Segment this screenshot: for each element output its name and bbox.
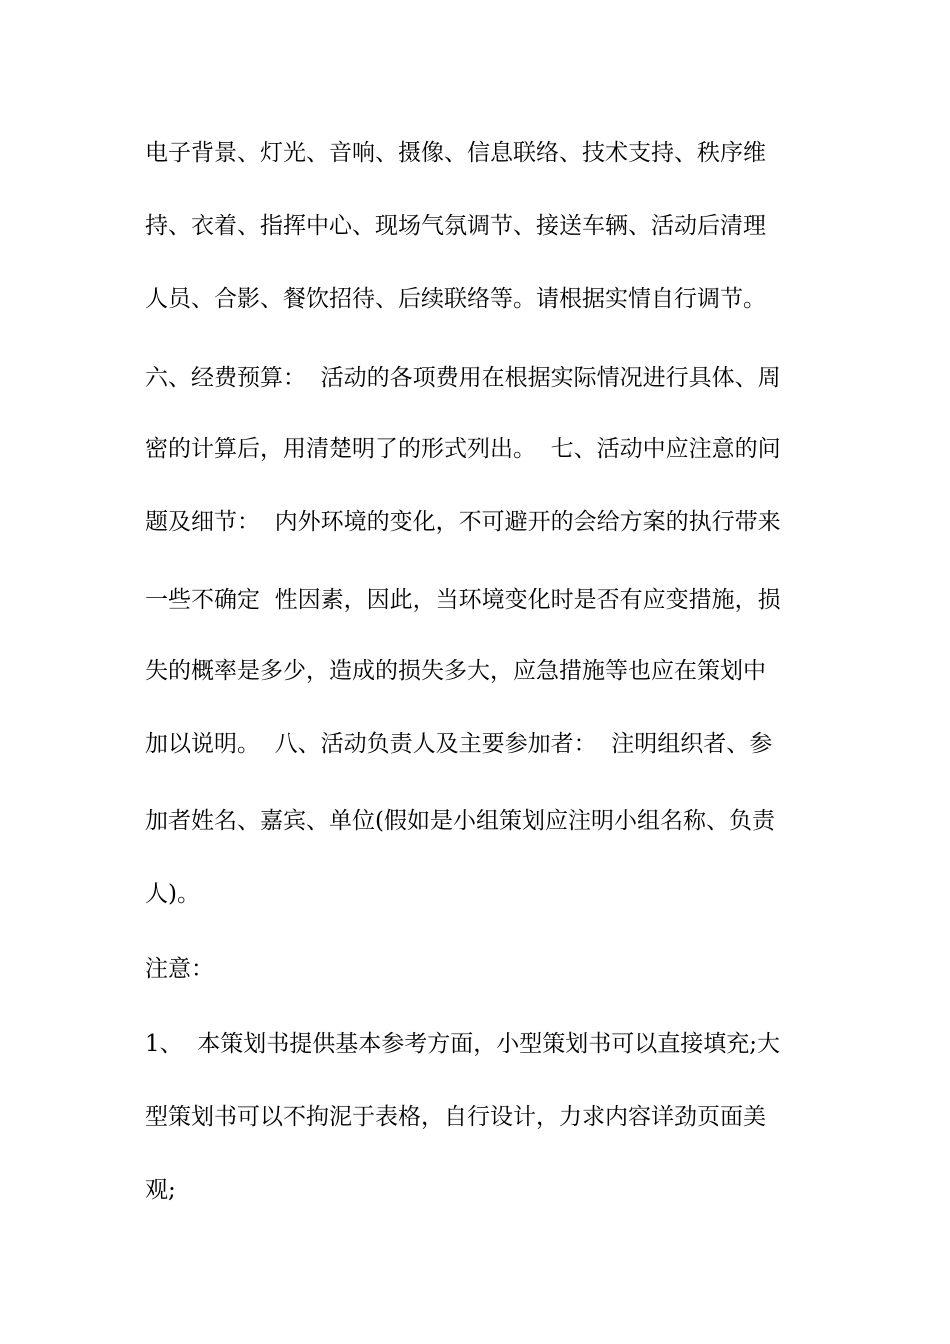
text-line: 加以说明。 八、活动负责人及主要参加者： 注明组织者、参 (145, 731, 773, 757)
text-line: 失的概率是多少，造成的损失多大，应急措施等也应在策划中 (145, 658, 766, 684)
text-line: 电子背景、灯光、音响、摄像、信息联络、技术支持、秩序维 (145, 140, 766, 166)
note-heading: 注意： (145, 956, 214, 982)
text-line: 密的计算后，用清楚明了的形式列出。 七、活动中应注意的问 (145, 436, 781, 462)
text-line: 人员、合影、餐饮招待、后续联络等。请根据实情自行调节。 (145, 286, 766, 312)
text-line: 题及细节： 内外环境的变化，不可避开的会给方案的执行带来 (145, 509, 781, 535)
text-line: 六、经费预算： 活动的各项费用在根据实际情况进行具体、周 (145, 365, 781, 391)
text-line: 1、 本策划书提供基本参考方面，小型策划书可以直接填充;大 (145, 1031, 781, 1057)
text-line: 人)。 (145, 881, 200, 907)
text-line: 一些不确定 性因素，因此，当环境变化时是否有应变措施，损 (145, 587, 781, 613)
text-line: 加者姓名、嘉宾、单位(假如是小组策划应注明小组名称、负责 (145, 808, 775, 834)
text-line: 观; (145, 1177, 176, 1203)
text-line: 持、衣着、指挥中心、现场气氛调节、接送车辆、活动后清理 (145, 213, 766, 239)
text-line: 型策划书可以不拘泥于表格，自行设计，力求内容详劲页面美 (145, 1104, 766, 1130)
